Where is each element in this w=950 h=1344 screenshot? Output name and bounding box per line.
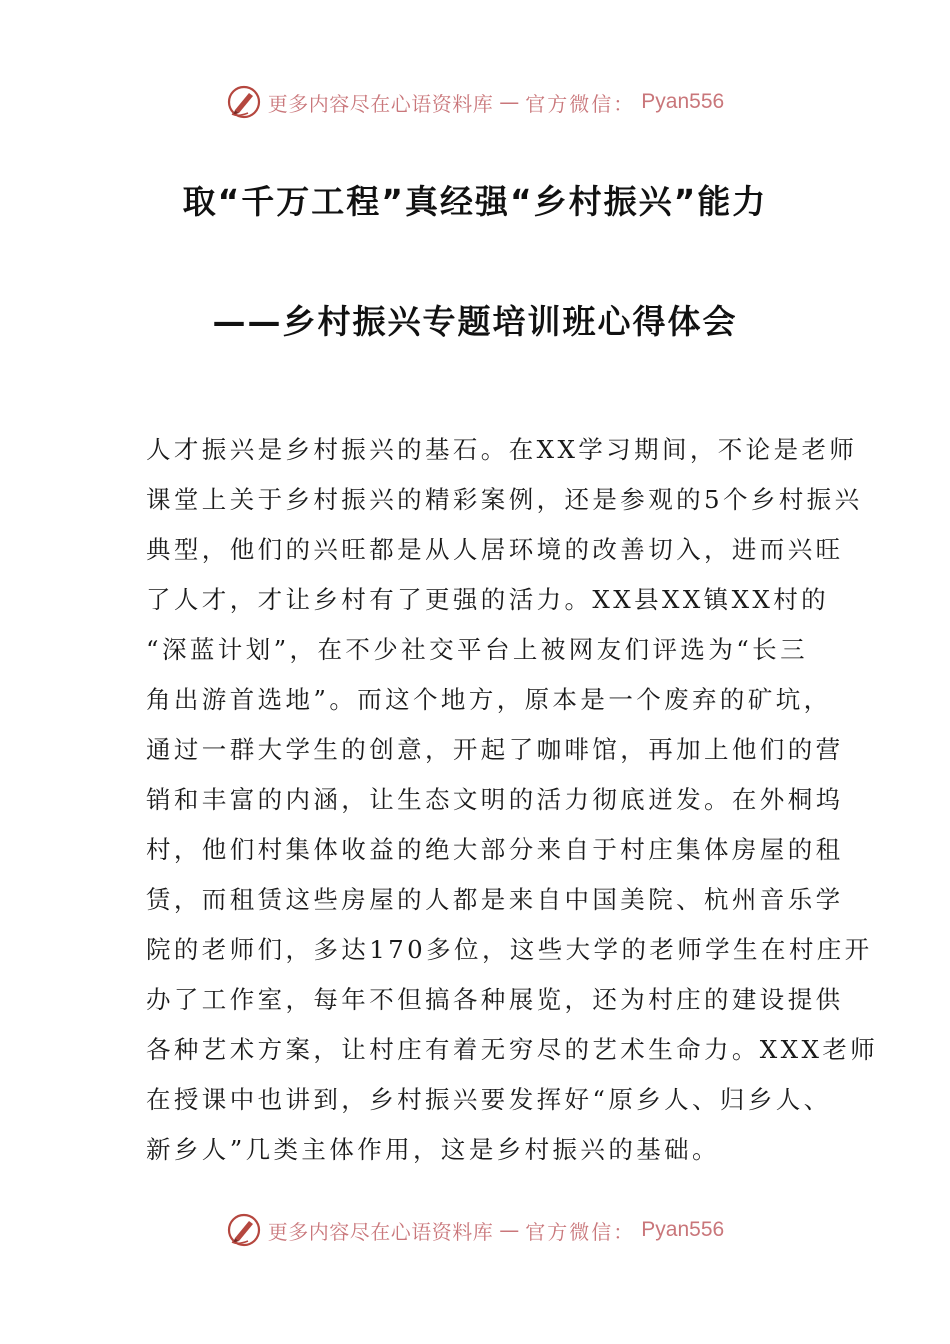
header-watermark	[0, 82, 950, 122]
footer-watermark	[0, 1210, 950, 1250]
watermark-separator: —	[499, 1218, 520, 1242]
paragraph-line: 课堂上关于乡村振兴的精彩案例，还是参观的5个乡村振兴	[146, 485, 863, 514]
watermark-separator: —	[499, 90, 520, 114]
watermark-wechat-id: Pyan556	[641, 90, 725, 113]
paragraph-line: 院的老师们，多达170多位，这些大学的老师学生在村庄开	[146, 935, 873, 964]
paragraph-line: 通过一群大学生的创意，开起了咖啡馆，再加上他们的营	[146, 735, 844, 764]
paragraph-line: 人才振兴是乡村振兴的基石。在XX学习期间，不论是老师	[146, 435, 858, 464]
paragraph-line: 各种艺术方案，让村庄有着无穷尽的艺术生命力。XXX老师	[146, 1035, 879, 1064]
pen-circle-logo-icon	[226, 84, 262, 120]
paragraph-line: 新乡人”几类主体作用，这是乡村振兴的基础。	[146, 1135, 720, 1164]
watermark-wechat-id: Pyan556	[641, 1218, 725, 1241]
body-paragraph	[146, 425, 879, 1175]
paragraph-line: 办了工作室，每年不但搞各种展览，还为村庄的建设提供	[146, 985, 844, 1014]
watermark-wechat-label: 官方微信：	[525, 91, 636, 116]
paragraph-line: 村，他们村集体收益的绝大部分来自于村庄集体房屋的租	[146, 835, 844, 864]
paragraph-line: 角出游首选地”。而这个地方，原本是一个废弃的矿坑，	[146, 685, 832, 714]
watermark-wechat-label: 官方微信：	[525, 1219, 636, 1244]
watermark-site-text: 更多内容尽在心语资料库	[267, 91, 494, 116]
pen-circle-logo-icon	[226, 1212, 262, 1248]
paragraph-line: 销和丰富的内涵，让生态文明的活力彻底迸发。在外桐坞	[146, 785, 844, 814]
document-title: 取“千万工程”真经强“乡村振兴”能力	[182, 182, 768, 221]
paragraph-line: 了人才，才让乡村有了更强的活力。XX县XX镇XX村的	[146, 585, 830, 614]
paragraph-line: “深蓝计划”，在不少社交平台上被网友们评选为“长三	[146, 635, 808, 664]
watermark-site-text: 更多内容尽在心语资料库	[267, 1219, 494, 1244]
paragraph-line: 赁，而租赁这些房屋的人都是来自中国美院、杭州音乐学	[146, 885, 844, 914]
document-subtitle: ——乡村振兴专题培训班心得体会	[212, 302, 738, 341]
paragraph-line: 典型，他们的兴旺都是从人居环境的改善切入，进而兴旺	[146, 535, 844, 564]
paragraph-line: 在授课中也讲到，乡村振兴要发挥好“原乡人、归乡人、	[146, 1085, 832, 1114]
